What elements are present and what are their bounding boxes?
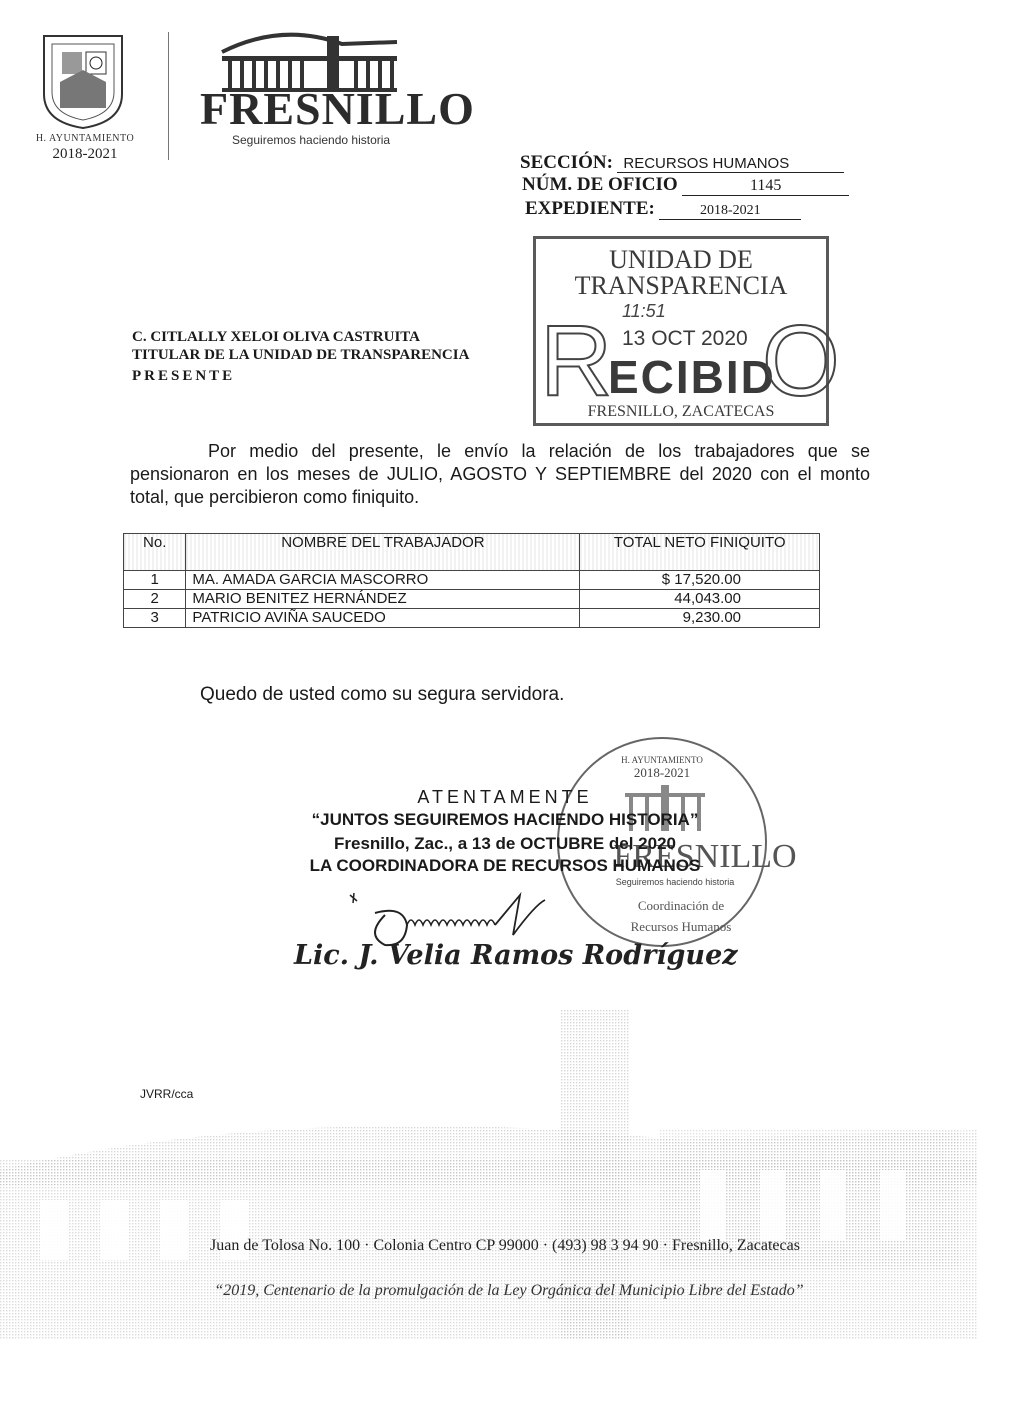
svg-text:ECIBID: ECIBID bbox=[608, 351, 776, 403]
signer-name: Lic. J. Velia Ramos Rodríguez bbox=[294, 940, 738, 971]
received-stamp bbox=[533, 236, 840, 426]
oficio-value: 1145 bbox=[682, 177, 849, 196]
row-total: 44,043.00 bbox=[580, 590, 820, 609]
seal-office2-text: Recursos Humanos bbox=[630, 919, 732, 934]
closing-text: Quedo de usted como su segura servidora. bbox=[200, 684, 565, 705]
expediente-label: EXPEDIENTE: bbox=[525, 198, 655, 219]
pension-table bbox=[123, 533, 820, 628]
seal-caption: H. AYUNTAMIENTO bbox=[35, 133, 135, 144]
logo-tagline: Seguiremos haciendo historia bbox=[232, 133, 391, 147]
seccion-line bbox=[520, 152, 844, 174]
row-name: MARIO BENITEZ HERNÁNDEZ bbox=[186, 590, 580, 609]
body-paragraph: Por medio del presente, le envío la relación de los trabajadores que se pensionaron en los meses de JULIO, AGOSTO Y SEPTIEMBRE del 2020 con el monto total, que percibieron como finiquito. bbox=[130, 441, 870, 507]
header-name: NOMBRE DEL TRABAJADOR bbox=[186, 534, 580, 571]
seal-years: 2018-2021 bbox=[52, 146, 118, 162]
table-row bbox=[124, 571, 820, 590]
row-name: PATRICIO AVIÑA SAUCEDO bbox=[186, 609, 580, 628]
row-name: MA. AMADA GARCIA MASCORRO bbox=[186, 571, 580, 590]
seal-years-text: 2018-2021 bbox=[633, 765, 691, 780]
header-divider bbox=[168, 32, 169, 160]
sig-position: LA COORDINADORA DE RECURSOS HUMANOS bbox=[309, 856, 701, 875]
svg-text:O: O bbox=[762, 305, 840, 417]
header-total: TOTAL NETO FINIQUITO bbox=[580, 534, 820, 571]
row-no: 3 bbox=[124, 609, 186, 628]
stamp-date: 13 OCT 2020 bbox=[622, 327, 748, 350]
svg-text:R: R bbox=[540, 305, 613, 417]
oficio-line bbox=[522, 174, 849, 196]
sig-atentamente: ATENTAMENTE bbox=[417, 787, 593, 807]
row-total: $ 17,520.00 bbox=[580, 571, 820, 590]
row-no: 2 bbox=[124, 590, 186, 609]
seccion-label: SECCIÓN: bbox=[520, 152, 613, 173]
footer-address: Juan de Tolosa No. 100 · Colonia Centro CP 99000 · (493) 98 3 94 90 · Fresnillo, Zacatecas bbox=[210, 1237, 800, 1254]
municipal-coat-of-arms-icon bbox=[38, 30, 128, 130]
fresnillo-logo-text: FRESNILLO bbox=[200, 83, 475, 134]
seccion-value: RECURSOS HUMANOS bbox=[617, 155, 844, 173]
addressee-present: PRESENTE bbox=[132, 368, 236, 384]
table-row bbox=[124, 609, 820, 628]
seal-top-text: H. AYUNTAMIENTO bbox=[621, 755, 703, 765]
oficio-label: NÚM. DE OFICIO bbox=[522, 174, 678, 195]
seal-tagline-text: Seguiremos haciendo historia bbox=[615, 877, 735, 887]
table-header-row bbox=[124, 534, 820, 571]
expediente-value: 2018-2021 bbox=[659, 203, 801, 220]
addressee-name: C. CITLALLY XELOI OLIVA CASTRUITA bbox=[132, 329, 421, 345]
stamp-city: FRESNILLO, ZACATECAS bbox=[587, 403, 775, 420]
stamp-line2: TRANSPARENCIA bbox=[574, 271, 788, 300]
seal-word-text: FRESNILLO bbox=[613, 838, 797, 875]
header-no: No. bbox=[124, 534, 186, 571]
reference-initials: JVRR/cca bbox=[140, 1087, 194, 1101]
row-no: 1 bbox=[124, 571, 186, 590]
stamp-line1: UNIDAD DE bbox=[609, 245, 753, 274]
sig-slogan: “JUNTOS SEGUIREMOS HACIENDO HISTORIA” bbox=[311, 810, 699, 829]
footer-motto: “2019, Centenario de la promulgación de la Ley Orgánica del Municipio Libre del Estado” bbox=[214, 1282, 804, 1299]
stamp-time: 11:51 bbox=[622, 301, 666, 321]
addressee-title: TITULAR DE LA UNIDAD DE TRANSPARENCIA bbox=[132, 347, 470, 363]
row-total: 9,230.00 bbox=[580, 609, 820, 628]
expediente-line bbox=[525, 198, 801, 220]
seal-office1-text: Coordinación de bbox=[637, 898, 725, 913]
table-row bbox=[124, 590, 820, 609]
sig-place-date: Fresnillo, Zac., a 13 de OCTUBRE del 2020 bbox=[333, 834, 676, 853]
